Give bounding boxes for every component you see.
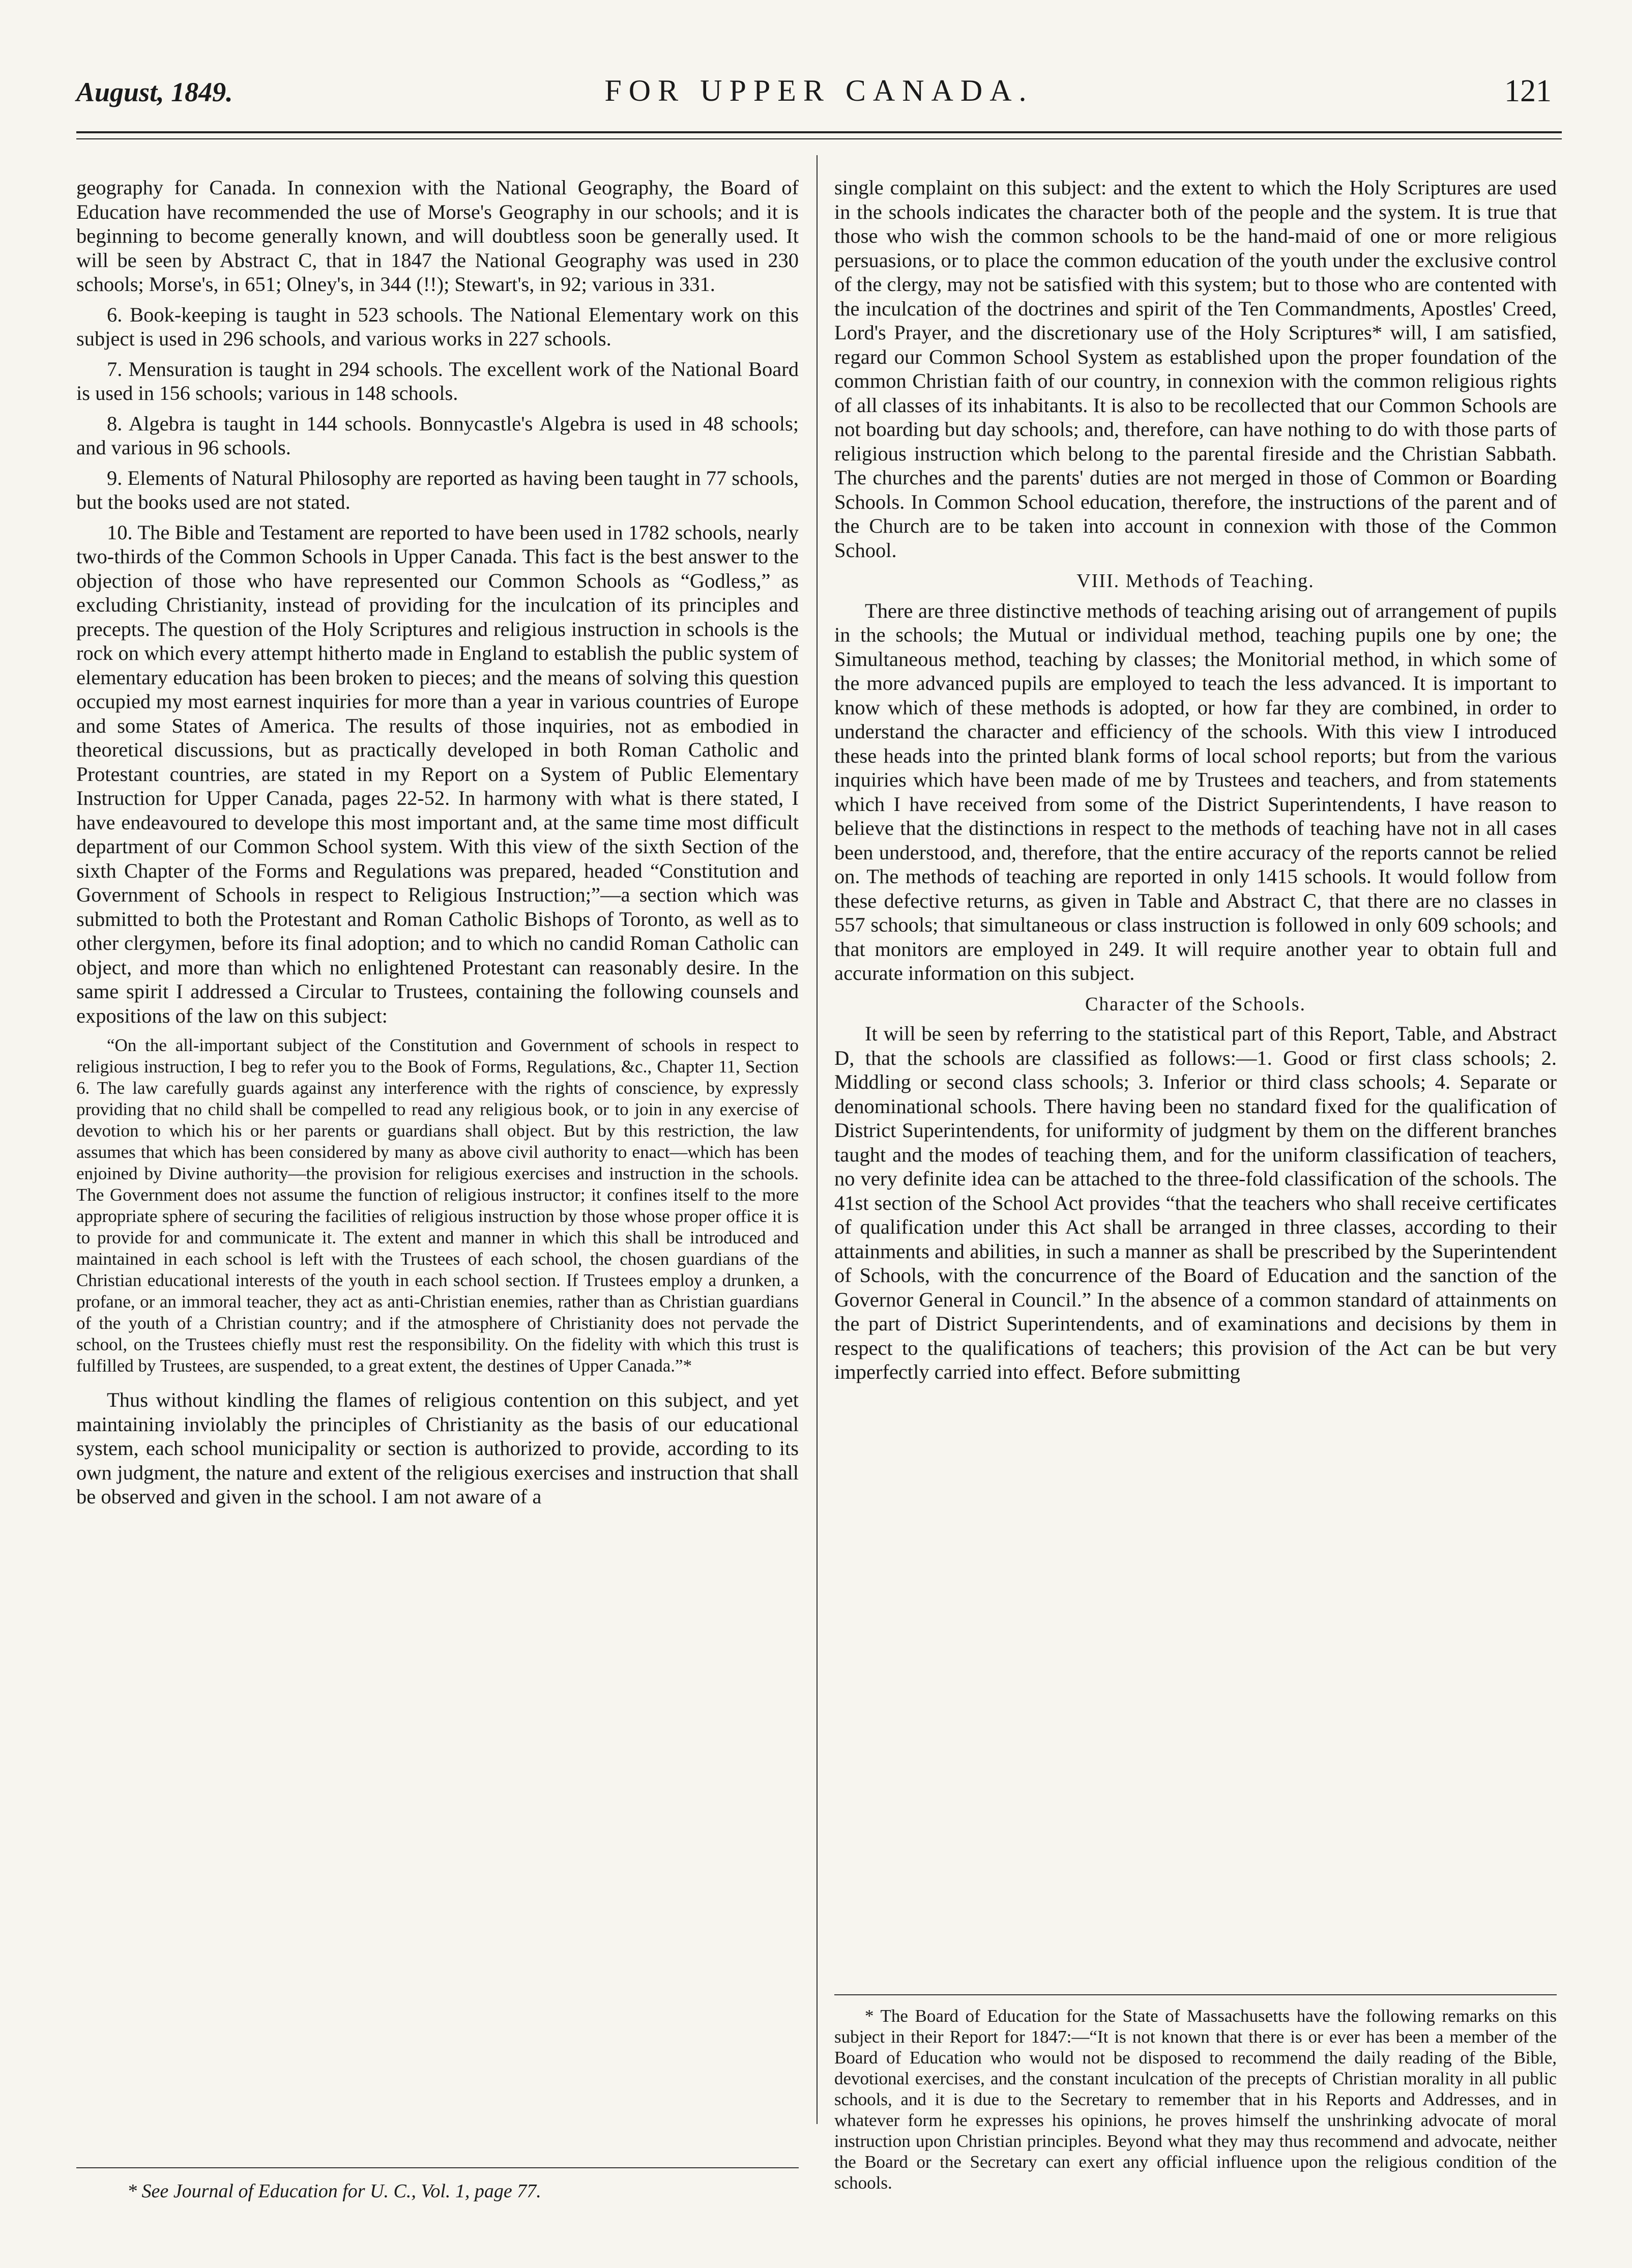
document-page — [76, 66, 1562, 2213]
header-title: FOR UPPER CANADA. — [604, 74, 1034, 107]
left-paragraph-closing: Thus without kindling the flames of religious contention on this subject, and yet maintaining inviolably the principles of Christianity as the basis of our educational system, each school municipality or section is authorized to provide, according to its own judgment, the nature and extent of the religious exercises and instruction that shall be observed and given in the school. I am not aware of a — [76, 1388, 799, 1508]
left-paragraph-1: geography for Canada. In connexion with the National Geography, the Board of Education have recommended the use of Morse's Geography in our schools; and it is beginning to become generally known, and will doubtless soon be generally used. It will be seen by Abstract C, that in 1847 the National Geography was used in 230 schools; Morse's, in 651; Olney's, in 344 (!!); Stewart's, in 92; various in 331. — [76, 176, 799, 296]
left-paragraph-algebra: 8. Algebra is taught in 144 schools. Bonnycastle's Algebra is used in 48 schools; and various in 96 schools. — [76, 412, 799, 459]
page-number: 121 — [1504, 74, 1552, 108]
header-rule-thin — [76, 138, 1562, 139]
left-footnote: * See Journal of Education for U. C., Vol. 1, page 77. — [127, 2180, 541, 2202]
right-footnote: * The Board of Education for the State of Massachusetts have the following remarks on this subject in their Report for 1847:—“It is not known that there is or ever has been a member of the Board of Education who would not be disposed to recommend the daily reading of the Bible, devotional exercises, and the constant inculcation of the precepts of Christian morality in all public schools, and it is due to the Secretary to remember that in his Reports and Addresses, and in whatever form he expresses his opinions, he proves himself the unshrinking advocate of moral instruction upon Christian principles. Beyond what they may thus recommend and advocate, neither the Board or the Secretary can exert any official influence upon the religious condition of the schools. — [834, 2006, 1557, 2193]
section-heading-character: Character of the Schools. — [1085, 993, 1306, 1015]
right-paragraph-methods: There are three distinctive methods of teaching arising out of arrangement of pupils in the schools; the Mutual or individual method, teaching pupils one by one; the Simultaneous method, teaching by classes; the Monitorial method, in which some of the more advanced pupils are employed to teach the less advanced. It is important to know which of these methods is adopted, or how far they are combined, in order to understand the character and efficiency of the schools. With this view I introduced these heads into the printed blank forms of local school reports; but from the various inquiries which have been made of me by Trustees and teachers, and from statements which I have received from some of the District Superintendents, I have reason to believe that the distinctions in respect to the methods of teaching have not in all cases been understood, and, therefore, that the entire accuracy of the reports cannot be relied on. The methods of teaching are reported in only 1415 schools. It would follow from these defective returns, as given in Table and Abstract C, that there are no classes in 557 schools; that simultaneous or class instruction is followed in only 609 schools; and that monitors are employed in 249. It will require another year to obtain full and accurate information on this subject. — [834, 599, 1557, 984]
header-date: August, 1849. — [76, 77, 233, 107]
page-header — [76, 66, 1562, 142]
left-paragraph-bookkeeping: 6. Book-keeping is taught in 523 schools. The National Elementary work on this subject is used in 296 schools, and various works in 227 schools. — [76, 303, 799, 350]
left-paragraph-bible: 10. The Bible and Testament are reported to have been used in 1782 schools, nearly two-thirds of the Common Schools in Upper Canada. This fact is the best answer to the objection of those who have represented our Common Schools as “Godless,” as excluding Christianity, instead of providing for the inculcation of its principles and precepts. The question of the Holy Scriptures and religious instruction in schools is the rock on which every attempt hitherto made in England to establish the public system of elementary education has been broken to pieces; and the means of solving this question occupied my most earnest inquiries for more than a year in various countries of Europe and some States of America. The results of those inquiries, not as embodied in theoretical discussions, but as practically developed in both Roman Catholic and Protestant countries, are stated in my Report on a System of Public Elementary Instruction for Upper Canada, pages 22-52. In harmony with what is there stated, I have endeavoured to develope this most important and, at the same time most difficult department of our Common School system. With this view of the sixth Section of the sixth Chapter of the Forms and Regulations was prepared, headed “Constitution and Government of Schools in respect to Religious Instruction;”—a section which was submitted to both the Protestant and Roman Catholic Bishops of Toronto, as well as to other clergymen, before its final adoption; and to which no candid Roman Catholic can object, and more than which no enlightened Protestant can reasonably desire. In the same spirit I addressed a Circular to Trustees, containing the following counsels and expositions of the law on this subject: — [76, 520, 799, 1027]
right-footnote-rule — [834, 1994, 1557, 1995]
left-column — [76, 176, 799, 1515]
column-divider — [817, 155, 818, 2124]
left-paragraph-mensuration: 7. Mensuration is taught in 294 schools. The excellent work of the National Board is used in 156 schools; various in 148 schools. — [76, 357, 799, 404]
header-rule-thick — [76, 131, 1562, 133]
right-column — [834, 176, 1557, 1390]
left-paragraph-natural-philosophy: 9. Elements of Natural Philosophy are reported as having been taught in 77 schools, but the books used are not stated. — [76, 466, 799, 513]
right-paragraph-character: It will be seen by referring to the statistical part of this Report, Table, and Abstract D, that the schools are classified as follows:—1. Good or first class schools; 2. Middling or second class schools; 3. Inferior or third class schools; 4. Separate or denominational schools. There having been no standard fixed for the qualification of District Superintendents, for uniformity of judgment by them on the different branches taught and the modes of teaching them, and for the uniform classification of teachers, no very definite idea can be attached to the three-fold classification of the schools. The 41st section of the School Act provides “that the teachers who shall receive certificates of qualification under this Act shall be arranged in three classes, according to their attainments and abilities, in such a manner as shall be prescribed by the Superintendent of Schools, with the concurrence of the Board of Education and the sanction of the Governor General in Council.” In the absence of a common standard of attainments on the part of District Superintendents, and of examinations and decisions by them in respect to the qualifications of teachers; this provision of the Act can be but very imperfectly carried into effect. Before submitting — [834, 1022, 1557, 1383]
section-heading-methods: VIII. Methods of Teaching. — [1076, 570, 1315, 592]
right-paragraph-1: single complaint on this subject: and the extent to which the Holy Scriptures are used in the schools indicates the character both of the people and the system. It is true that those who wish the common schools to be the hand-maid of one or more religious persuasions, or to place the common education of the youth under the exclusive control of the clergy, may not be satisfied with this system; but to those who are contented with the inculcation of the doctrines and spirit of the Ten Commandments, Apostles' Creed, Lord's Prayer, and the discretionary use of the Holy Scriptures* will, I am satisfied, regard our Common School System as established upon the proper foundation of the common Christian faith of our country, in connexion with the common religious rights of all classes of its inhabitants. It is also to be recollected that our Common Schools are not boarding but day schools; and, therefore, can have nothing to do with those parts of religious instruction which belong to the parental fireside and the Christian Sabbath. The churches and the parents' duties are not merged in those of Common or Boarding Schools. In Common School education, therefore, the instructions of the parent and of the Church are to be taken into account in connexion with those of the Common School. — [834, 176, 1557, 562]
left-footnote-rule — [76, 2167, 799, 2168]
circular-quote: “On the all-important subject of the Constitution and Government of schools in respect to religious instruction, I beg to refer you to the Book of Forms, Regulations, &c., Chapter 11, Section 6. The law carefully guards against any interference with the rights of conscience, by expressly providing that no child shall be compelled to read any religious book, or to join in any exercise of devotion to which his or her parents or guardians shall object. But by this restriction, the law assumes that which has been considered by many as above civil authority to enact—which has been enjoined by Divine authority—the provision for religious exercises and instruction in the schools. The Government does not assume the function of religious instructor; it confines itself to the more appropriate sphere of securing the facilities of religious instruction by those whose proper office it is to provide for and communicate it. The extent and manner in which this shall be introduced and maintained in each school is left with the Trustees of each school, the chosen guardians of the Christian educational interests of the youth in each school section. If Trustees employ a drunken, a profane, or an immoral teacher, they act as anti-Christian enemies, rather than as Christian guardians of the youth of a Christian country; and if the atmosphere of Christianity does not pervade the school, on the Trustees chiefly must rest the responsibility. On the fidelity with which this trust is fulfilled by Trustees, are suspended, to a great extent, the destines of Upper Canada.”* — [76, 1035, 799, 1376]
